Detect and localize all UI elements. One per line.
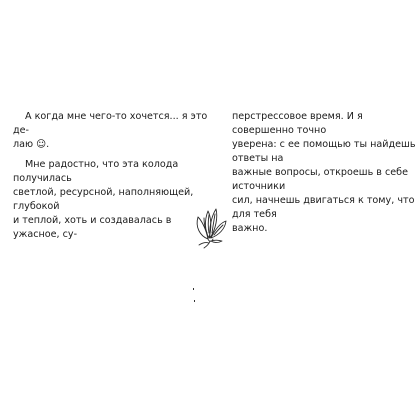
flower-icon <box>186 203 236 253</box>
left-paragraph-1: А когда мне чего-то хочется... я это де- лаю ☺. <box>13 111 208 150</box>
page-mark <box>193 288 194 290</box>
page-mark <box>194 300 195 302</box>
left-text-column <box>13 110 209 248</box>
right-paragraph-1: перстрессовое время. И я совершенно точно уверена: с ее помощью ты найдешь ответы на важные вопросы, откроешь в себе источники сил, начнешь двигаться к тому, что для тебя важно. <box>232 111 416 234</box>
right-text-column <box>232 110 420 242</box>
left-paragraph-2: Мне радостно, что эта колода получилась светлой, ресурсной, наполняющей, глубокой и теплой, хоть и создавалась в ужасное, су- <box>13 159 194 240</box>
